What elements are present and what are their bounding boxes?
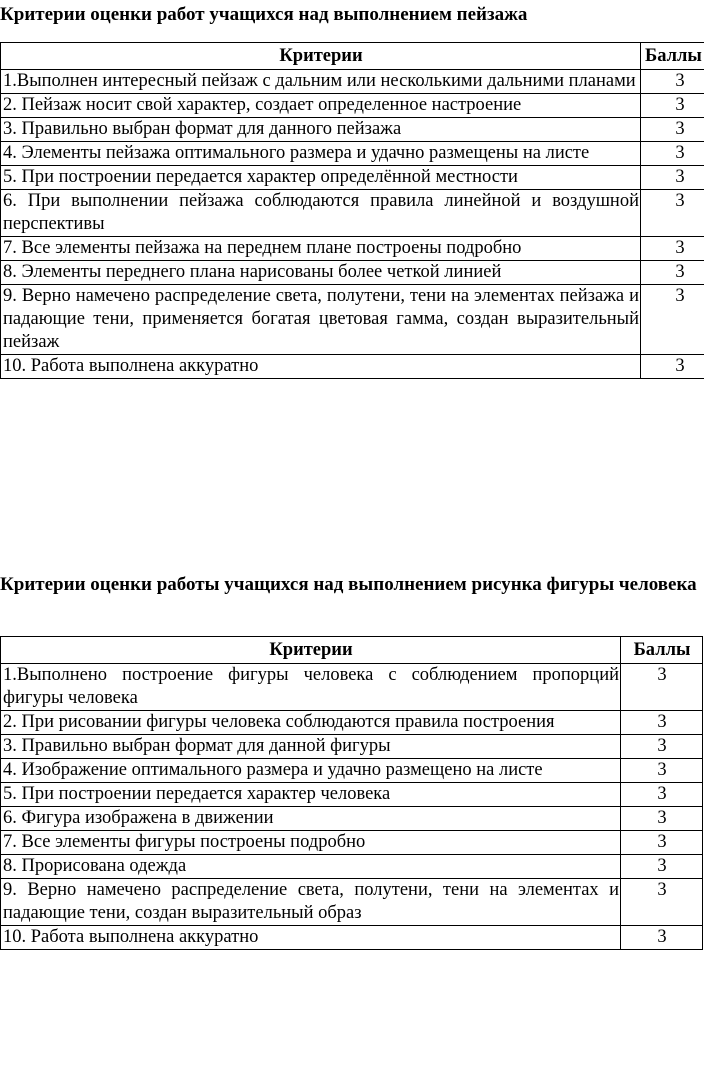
table-row [1,735,703,759]
table-row [1,118,704,142]
table-row [1,807,703,831]
criterion-text: 4. Элементы пейзажа оптимального размера и удачно размещены на листе [1,142,641,166]
criterion-score: 3 [641,261,704,285]
table-row [1,237,704,261]
criterion-score: 3 [621,711,703,735]
criterion-score: 3 [621,783,703,807]
criterion-score: 3 [621,735,703,759]
criterion-score: 3 [641,94,704,118]
criterion-text: 8. Прорисована одежда [1,855,621,879]
criterion-text: 3. Правильно выбран формат для данной фигуры [1,735,621,759]
criteria-column-header: Критерии [1,637,621,664]
criterion-text: 10. Работа выполнена аккуратно [1,355,641,379]
table-row [1,285,704,355]
criterion-text: 1.Выполнен интересный пейзаж с дальним или несколькими дальними планами [1,70,641,94]
criterion-text: 1.Выполнено построение фигуры человека с соблюдением пропорций фигуры человека [1,664,621,711]
criterion-score: 3 [641,118,704,142]
section1-title: Критерии оценки работ учащихся над выполнением пейзажа [0,4,528,25]
criteria-column-header: Критерии [1,43,641,70]
criterion-score: 3 [621,879,703,926]
criterion-score: 3 [641,142,704,166]
table-row [1,166,704,190]
criterion-score: 3 [641,285,704,355]
criterion-text: 7. Все элементы фигуры построены подробно [1,831,621,855]
landscape-criteria-table [0,42,704,379]
criterion-score: 3 [641,355,704,379]
table-row [1,142,704,166]
points-column-header: Баллы [641,43,704,70]
criterion-text: 2. Пейзаж носит свой характер, создает определенное настроение [1,94,641,118]
criterion-text: 5. При построении передается характер человека [1,783,621,807]
criterion-score: 3 [641,190,704,237]
table-header-row [1,43,704,70]
criterion-text: 8. Элементы переднего плана нарисованы более четкой линией [1,261,641,285]
criterion-text: 7. Все элементы пейзажа на переднем плане построены подробно [1,237,641,261]
table-row [1,759,703,783]
section2-title: Критерии оценки работы учащихся над выполнением рисунка фигуры человека [0,574,697,595]
criterion-text: 5. При построении передается характер определённой местности [1,166,641,190]
table-row [1,783,703,807]
table-row [1,261,704,285]
table-row [1,190,704,237]
criterion-text: 6. При выполнении пейзажа соблюдаются правила линейной и воздушной перспективы [1,190,641,237]
table-row [1,831,703,855]
criterion-score: 3 [621,759,703,783]
criterion-score: 3 [621,831,703,855]
table-row [1,879,703,926]
criterion-text: 9. Верно намечено распределение света, полутени, тени на элементах пейзажа и падающие тени, применяется богатая цветовая гамма, создан выразительный пейзаж [1,285,641,355]
table-row [1,70,704,94]
table-row [1,855,703,879]
criterion-text: 4. Изображение оптимального размера и удачно размещено на листе [1,759,621,783]
criterion-text: 9. Верно намечено распределение света, полутени, тени на элементах и падающие тени, создан выразительный образ [1,879,621,926]
table-header-row [1,637,703,664]
criterion-text: 6. Фигура изображена в движении [1,807,621,831]
table-row [1,664,703,711]
criterion-text: 2. При рисовании фигуры человека соблюдаются правила построения [1,711,621,735]
criterion-score: 3 [621,926,703,950]
criterion-score: 3 [641,70,704,94]
figure-criteria-table [0,636,703,950]
criterion-score: 3 [621,855,703,879]
criterion-score: 3 [641,166,704,190]
criterion-score: 3 [621,664,703,711]
criterion-score: 3 [621,807,703,831]
criterion-text: 3. Правильно выбран формат для данного пейзажа [1,118,641,142]
table-row [1,711,703,735]
table-row [1,94,704,118]
table-row [1,926,703,950]
points-column-header: Баллы [621,637,703,664]
table-row [1,355,704,379]
criterion-text: 10. Работа выполнена аккуратно [1,926,621,950]
criterion-score: 3 [641,237,704,261]
